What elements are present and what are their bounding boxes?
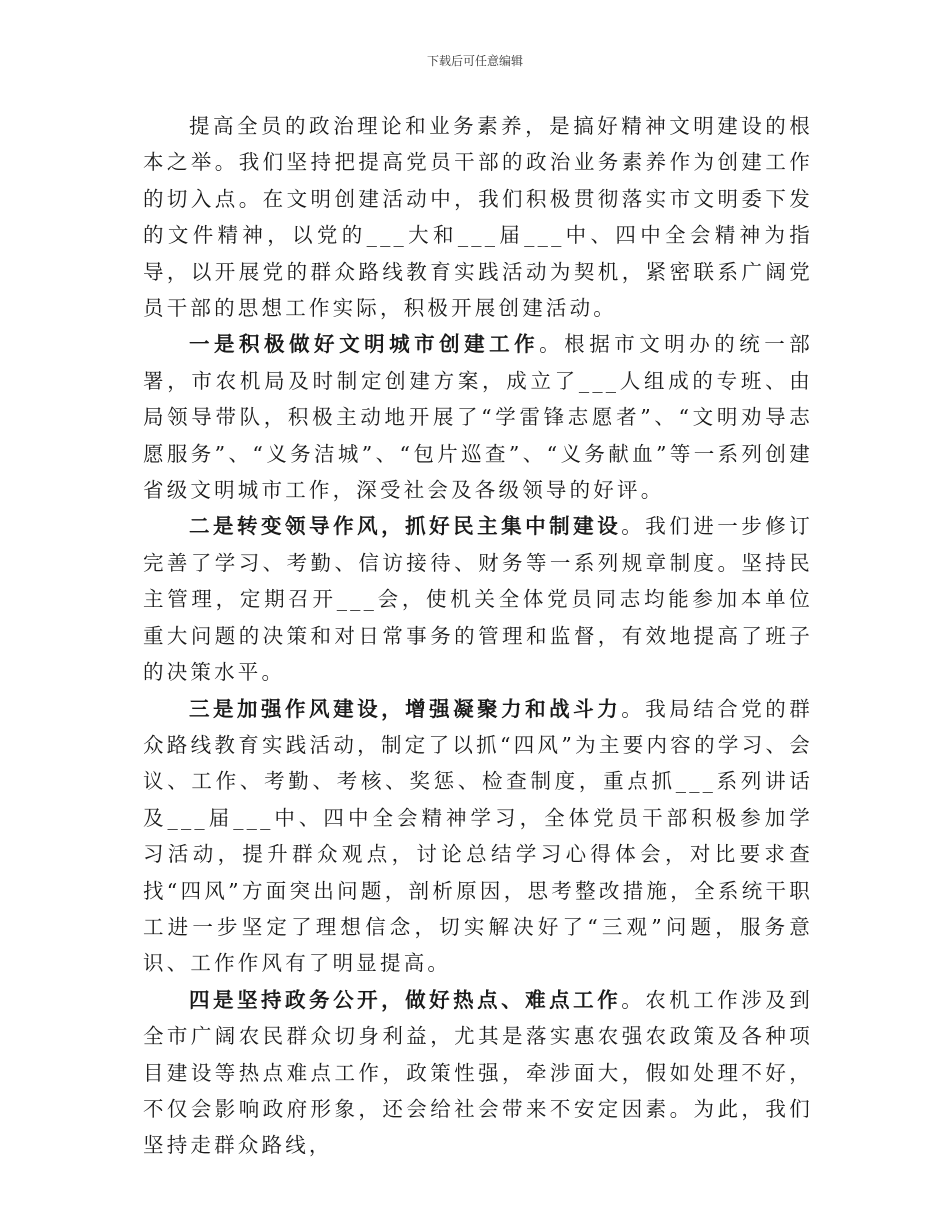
paragraph-4-lead: 三是加强作风建设，增强凝聚力和战斗力 bbox=[189, 696, 622, 721]
paragraph-5-lead: 四是坚持政务公开，做好热点、难点工作 bbox=[189, 987, 622, 1012]
paragraph-3 bbox=[143, 508, 813, 690]
paragraph-4-text: 。我局结合党的群众路线教育实践活动，制定了以抓“四风”为主要内容的学习、会议、工作、考勤、考核、奖惩、检查制度，重点抓___系列讲话及___届___中、四中全会精神学习，全体党员干部积极参加学习活动，提升群众观点，讨论总结学习心得体会，对比要求查找“四风”方面突出问题，剖析原因，思考整改措施，全系统干职工进一步坚定了理想信念，切实解决好了“三观”问题，服务意识、工作作风有了明显提高。 bbox=[143, 696, 813, 976]
paragraph-1-text: 提高全员的政治理论和业务素养，是搞好精神文明建设的根本之举。我们坚持把提高党员干部的政治业务素养作为创建工作的切入点。在文明创建活动中，我们积极贯彻落实市文明委下发的文件精神，以党的___大和___届___中、四中全会精神为指导，以开展党的群众路线教育实践活动为契机，紧密联系广阔党员干部的思想工作实际，积极开展创建活动。 bbox=[143, 114, 813, 321]
paragraph-2-text: 。根据市文明办的统一部署，市农机局及时制定创建方案，成立了___人组成的专班、由局领导带队，积极主动地开展了“学雷锋志愿者”、“文明劝导志愿服务”、“义务洁城”、“包片巡查”、“义务献血”等一系列创建省级文明城市工作，深受社会及各级领导的好评。 bbox=[143, 332, 813, 503]
paragraph-2-lead: 一是积极做好文明城市创建工作 bbox=[189, 332, 540, 357]
paragraph-1 bbox=[143, 108, 813, 326]
paragraph-5 bbox=[143, 982, 813, 1164]
document-body bbox=[143, 108, 813, 1164]
page-header: 下载后可任意编辑 bbox=[426, 54, 523, 68]
paragraph-2 bbox=[143, 326, 813, 508]
paragraph-3-lead: 二是转变领导作风，抓好民主集中制建设 bbox=[189, 514, 622, 539]
paragraph-4 bbox=[143, 691, 813, 982]
paragraph-3-text: 。我们进一步修订完善了学习、考勤、信访接待、财务等一系列规章制度。坚持民主管理，定期召开___会，使机关全体党员同志均能参加本单位重大问题的决策和对日常事务的管理和监督，有效地提高了班子的决策水平。 bbox=[143, 514, 813, 685]
paragraph-5-text: 。农机工作涉及到全市广阔农民群众切身利益，尤其是落实惠农强农政策及各种项目建设等热点难点工作，政策性强，牵涉面大，假如处理不好，不仅会影响政府形象，还会给社会带来不安定因素。为此，我们坚持走群众路线， bbox=[143, 987, 813, 1158]
